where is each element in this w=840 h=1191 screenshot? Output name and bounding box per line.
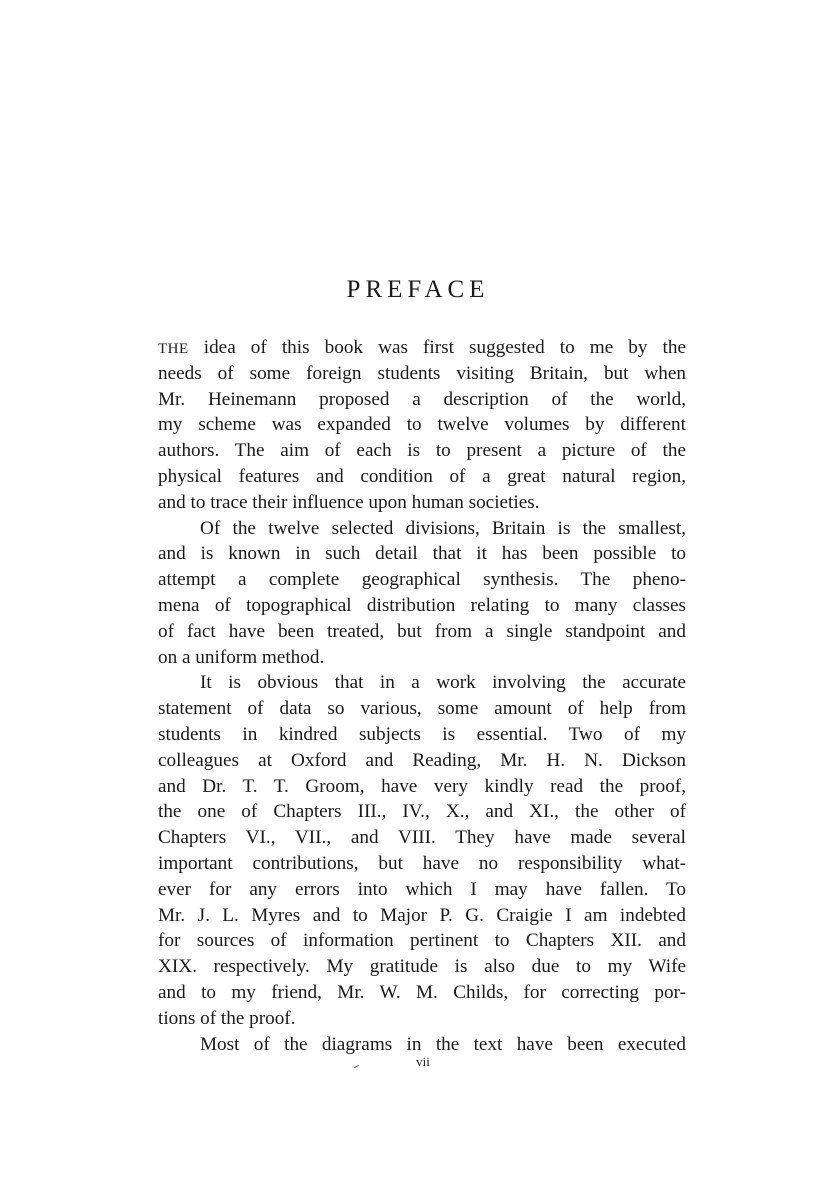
text-line: the one of Chapters III., IV., X., and XI., the other of (158, 801, 686, 823)
text-line: and is known in such detail that it has been possible to (158, 543, 686, 565)
text-line: my scheme was expanded to twelve volumes by different (158, 414, 686, 436)
text-line: important contributions, but have no responsibility what- (158, 852, 686, 874)
text-line: needs of some foreign students visiting Britain, but when (158, 362, 686, 384)
lead-word-smallcaps: THE (158, 341, 189, 357)
text-line: Mr. Heinemann proposed a description of the world, (158, 388, 686, 410)
text-line: Of the twelve selected divisions, Britain is the smallest, (200, 517, 686, 539)
text-line: It is obvious that in a work involving the accurate (200, 672, 686, 694)
text-line: of fact have been treated, but from a single standpoint and (158, 620, 686, 642)
text-line: for sources of information pertinent to Chapters XII. and (158, 930, 686, 952)
text-line: ever for any errors into which I may have fallen. To (158, 878, 686, 900)
text-line: statement of data so various, some amount of help from (158, 698, 686, 720)
text-line: authors. The aim of each is to present a picture of the (158, 440, 686, 462)
page-title: PREFACE (346, 276, 490, 303)
text-line: THE idea of this book was first suggested to me by the (158, 337, 686, 358)
text-line: and to trace their influence upon human societies. (158, 491, 540, 513)
text-line: Most of the diagrams in the text have been executed (200, 1033, 686, 1055)
text-line: Chapters VI., VII., and VIII. They have made several (158, 827, 686, 849)
text-line: mena of topographical distribution relating to many classes (158, 594, 686, 616)
text-line: on a uniform method. (158, 646, 325, 668)
text-line: and Dr. T. T. Groom, have very kindly read the proof, (158, 775, 686, 797)
text-line: tions of the proof. (158, 1007, 296, 1029)
text-line: and to my friend, Mr. W. M. Childs, for correcting por- (158, 981, 686, 1003)
text-line: attempt a complete geographical synthesis. The pheno- (158, 569, 686, 591)
page-number: vii (416, 1054, 430, 1069)
text-line: physical features and condition of a great natural region, (158, 465, 686, 487)
text-line: Mr. J. L. Myres and to Major P. G. Craigie I am indebted (158, 904, 686, 926)
preface-body (158, 335, 686, 1057)
text-line: students in kindred subjects is essential. Two of my (158, 723, 686, 745)
text-line: XIX. respectively. My gratitude is also due to my Wife (158, 956, 686, 978)
text-line: colleagues at Oxford and Reading, Mr. H. N. Dickson (158, 749, 686, 771)
